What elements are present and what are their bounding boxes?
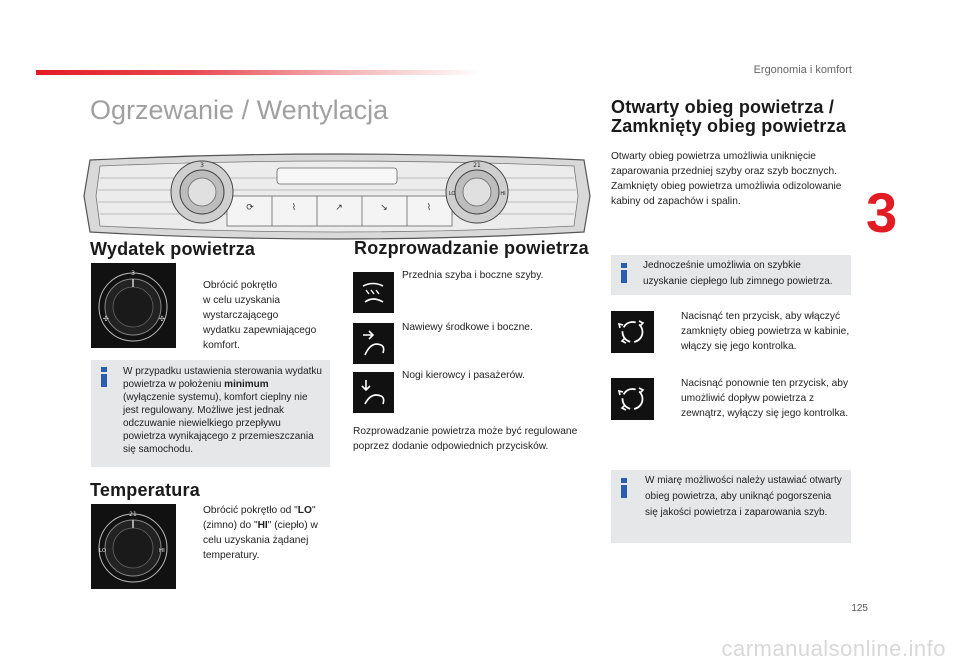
section-heading-temperatura: Temperatura <box>90 480 200 500</box>
obieg-step-open: Nacisnąć ponownie ten przycisk, aby umożliwić dopływ powietrza z zewnątrz, wyłączy się jego kontrolka. <box>681 378 849 419</box>
wydatek-instruction: Obrócić pokrętło w celu uzyskania wystarczającego wydatku zapewniającego komfort. <box>203 280 317 351</box>
fan-speed-knob-illustration <box>91 263 176 348</box>
svg-text:↗: ↗ <box>335 203 343 213</box>
chapter-color-bar <box>36 70 481 75</box>
svg-text:⟳: ⟳ <box>246 203 254 213</box>
windshield-icon <box>353 272 394 313</box>
knob-hi-label: HI <box>159 548 165 554</box>
center-vent-icon <box>353 323 394 364</box>
info-box-wydatek: W przypadku ustawienia sterowania wydatku powietrza w położeniu minimum (wyłączenie systemu), komfort cieplny nie jest regulowany. Możliwe jest jednak odczuwanie niewielkiego przepływu powietrza wynikającego z przemieszczania się samochodu. <box>91 360 330 467</box>
chapter-title: Ergonomia i komfort <box>753 64 852 76</box>
chapter-number: 3 <box>866 181 898 244</box>
recirculation-icon <box>611 378 654 420</box>
knob-fan-number: 3 <box>131 270 135 277</box>
distribution-note: Rozprowadzanie powietrza może być regulowane poprzez dodanie odpowiednich przycisków. <box>353 426 578 452</box>
svg-text:✣: ✣ <box>159 315 165 323</box>
info-icon <box>101 367 107 387</box>
knob-temp-number: 21 <box>129 511 137 518</box>
page-title: Ogrzewanie / Wentylacja <box>90 95 389 125</box>
watermark: carmanualsonline.info <box>721 636 946 661</box>
panel-right-knob-number: 21 <box>473 162 481 169</box>
info-icon <box>621 263 627 283</box>
temperature-knob-illustration <box>91 504 176 589</box>
panel-lo-label: LO <box>448 191 456 197</box>
distribution-label-windshield: Przednia szyba i boczne szyby. <box>402 270 544 281</box>
panel-hi-label: HI <box>500 191 506 197</box>
feet-vent-icon <box>353 372 394 413</box>
recirculation-icon <box>611 311 654 353</box>
svg-text:↘: ↘ <box>380 203 388 213</box>
info-box-obieg-2: W miarę możliwości należy ustawiać otwarty obieg powietrza, aby uniknąć pogorszenia się jakości powietrza i zaparowania szyb. <box>611 470 851 543</box>
svg-text:✣: ✣ <box>103 315 109 323</box>
info-icon <box>621 478 627 498</box>
section-heading-obieg: Otwarty obieg powietrza / Zamknięty obieg powietrza <box>611 97 847 136</box>
page-number: 125 <box>851 603 868 614</box>
distribution-label-feet: Nogi kierowcy i pasażerów. <box>402 370 525 381</box>
panel-left-knob-number: 3 <box>200 162 204 169</box>
distribution-label-center: Nawiewy środkowe i boczne. <box>402 322 533 333</box>
info-box-obieg-1: Jednocześnie umożliwia on szybkie uzyskanie ciepłego lub zimnego powietrza. <box>611 255 851 295</box>
svg-text:⌇: ⌇ <box>291 203 297 213</box>
obieg-step-close: Nacisnąć ten przycisk, aby włączyć zamknięty obieg powietrza w kabinie, włączy się jego kontrolka. <box>681 311 850 352</box>
knob-lo-label: LO <box>99 548 107 554</box>
section-heading-rozprowadzanie: Rozprowadzanie powietrza <box>354 238 589 258</box>
svg-text:⌇: ⌇ <box>426 203 432 213</box>
climate-control-panel-illustration <box>82 150 592 243</box>
temperatura-instruction: Obrócić pokrętło od "LO" (zimno) do "HI" (ciepło) w celu uzyskania żądanej temperatury. <box>203 505 318 561</box>
obieg-intro: Otwarty obieg powietrza umożliwia uniknięcie zaparowania przedniej szyby oraz szyb bocznych. Zamknięty obieg powietrza umożliwia odizolowanie kabiny od zapachów i spalin. <box>611 151 842 207</box>
section-heading-wydatek: Wydatek powietrza <box>90 239 256 259</box>
